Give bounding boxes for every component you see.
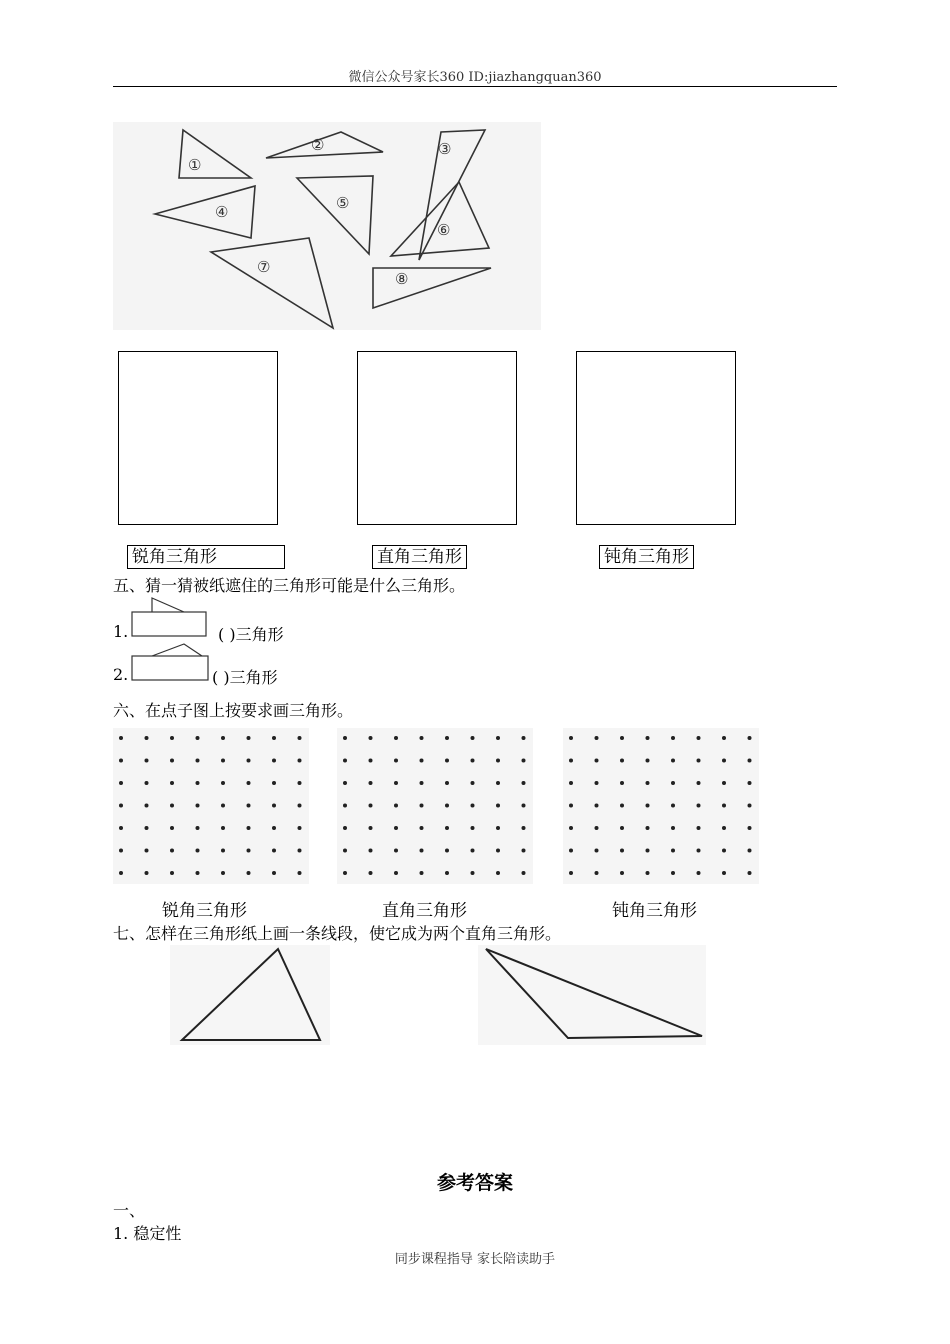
grid-dot	[272, 736, 276, 740]
grid-dot	[247, 826, 251, 830]
grid-dot	[394, 759, 398, 763]
grid-dot	[145, 826, 149, 830]
grid-dot	[145, 759, 149, 763]
grid-dot	[496, 781, 500, 785]
grid-dot	[445, 849, 449, 853]
grid-dot	[145, 781, 149, 785]
grid-dot	[671, 871, 675, 875]
answers-title: 参考答案	[436, 1172, 513, 1194]
grid-dot	[748, 736, 752, 740]
obtuse-box-label: 钝角三角形	[599, 545, 694, 569]
right-triangle-box[interactable]	[357, 351, 517, 525]
grid-dot	[420, 736, 424, 740]
acute-box-label: 锐角三角形	[127, 545, 285, 569]
grid-dot	[722, 804, 726, 808]
grid-dot	[697, 781, 701, 785]
grid-dot	[247, 781, 251, 785]
grid-dot	[369, 849, 373, 853]
grid-dot	[697, 826, 701, 830]
grid-dot	[170, 804, 174, 808]
triangle-3-number: ③	[438, 140, 452, 158]
grid-dot	[671, 849, 675, 853]
grid-dot	[247, 849, 251, 853]
grid-dot	[145, 804, 149, 808]
section5-item1-answer[interactable]: ( )三角形	[218, 625, 284, 644]
grid-dot	[471, 871, 475, 875]
grid-dot	[722, 826, 726, 830]
grid-dot	[343, 849, 347, 853]
grid-dot	[522, 759, 526, 763]
grid-dot	[394, 804, 398, 808]
right-box-label: 直角三角形	[372, 545, 467, 569]
grid-dot	[595, 849, 599, 853]
grid-dot	[722, 871, 726, 875]
dot-grids	[113, 728, 763, 886]
grid-dot	[445, 871, 449, 875]
grid-dot	[522, 826, 526, 830]
triangle-5-number: ⑤	[336, 194, 350, 212]
grid-dot	[420, 759, 424, 763]
grid-dot	[196, 804, 200, 808]
triangle-6-number: ⑥	[437, 221, 451, 239]
grid-dot	[671, 804, 675, 808]
grid-dot	[496, 849, 500, 853]
covered-triangle-1	[128, 594, 210, 640]
grid-dot	[522, 849, 526, 853]
grid-dot	[394, 781, 398, 785]
grid-dot	[620, 804, 624, 808]
grid-dot	[646, 736, 650, 740]
grid-dot	[522, 736, 526, 740]
grid-dot	[445, 804, 449, 808]
triangle-4-number: ④	[215, 203, 229, 221]
triangle-7-number: ⑦	[257, 258, 271, 276]
grid-dot	[298, 871, 302, 875]
dot-grid-1	[113, 728, 309, 884]
grid-dot	[471, 736, 475, 740]
grid-dot	[748, 871, 752, 875]
grid-dot	[343, 826, 347, 830]
grid-dot	[722, 736, 726, 740]
grid-dot	[722, 781, 726, 785]
grid-dot	[671, 781, 675, 785]
grid-dot	[221, 759, 225, 763]
grid-dot	[748, 804, 752, 808]
grid-dot	[221, 871, 225, 875]
grid-dot	[496, 826, 500, 830]
grid-dot	[697, 871, 701, 875]
dot-grid-label-acute: 锐角三角形	[162, 901, 247, 921]
grid-dot	[748, 826, 752, 830]
grid-dot	[298, 826, 302, 830]
grid-dot	[119, 759, 123, 763]
grid-dot	[748, 849, 752, 853]
grid-dot	[445, 826, 449, 830]
grid-dot	[247, 759, 251, 763]
grid-dot	[221, 849, 225, 853]
triangles-figure	[113, 122, 541, 330]
grid-dot	[569, 781, 573, 785]
grid-dot	[620, 759, 624, 763]
grid-dot	[697, 759, 701, 763]
grid-dot	[569, 826, 573, 830]
grid-dot	[196, 781, 200, 785]
grid-dot	[369, 759, 373, 763]
grid-dot	[119, 781, 123, 785]
grid-dot	[170, 781, 174, 785]
grid-dot	[247, 736, 251, 740]
grid-dot	[748, 781, 752, 785]
grid-dot	[119, 849, 123, 853]
grid-dot	[522, 804, 526, 808]
section7-title: 七、怎样在三角形纸上画一条线段，使它成为两个直角三角形。	[113, 924, 562, 943]
grid-dot	[595, 736, 599, 740]
grid-dot	[221, 736, 225, 740]
covered-triangle-2	[128, 642, 214, 684]
dot-grid-3	[563, 728, 759, 884]
grid-dot	[569, 736, 573, 740]
grid-dot	[272, 826, 276, 830]
grid-dot	[595, 826, 599, 830]
answers-item1: 1. 稳定性	[113, 1224, 182, 1243]
grid-dot	[272, 871, 276, 875]
acute-triangle-figure	[170, 945, 330, 1045]
grid-dot	[671, 736, 675, 740]
grid-dot	[697, 736, 701, 740]
grid-dot	[569, 849, 573, 853]
header-divider	[113, 86, 837, 87]
grid-dot	[247, 871, 251, 875]
grid-dot	[272, 804, 276, 808]
grid-dot	[471, 781, 475, 785]
grid-dot	[697, 849, 701, 853]
grid-dot	[471, 849, 475, 853]
grid-dot	[620, 849, 624, 853]
grid-dot	[170, 871, 174, 875]
grid-dot	[569, 759, 573, 763]
grid-dot	[471, 804, 475, 808]
grid-dot	[369, 871, 373, 875]
grid-dot	[298, 759, 302, 763]
grid-dot	[170, 826, 174, 830]
obtuse-triangle-box[interactable]	[576, 351, 736, 525]
grid-dot	[196, 736, 200, 740]
grid-dot	[170, 759, 174, 763]
grid-dot	[671, 759, 675, 763]
grid-dot	[343, 736, 347, 740]
grid-dot	[145, 871, 149, 875]
grid-dot	[620, 871, 624, 875]
grid-dot	[145, 736, 149, 740]
grid-dot	[272, 781, 276, 785]
grid-dot	[298, 781, 302, 785]
grid-dot	[369, 826, 373, 830]
grid-dot	[394, 736, 398, 740]
grid-dot	[420, 781, 424, 785]
triangle-2-number: ②	[311, 136, 325, 154]
grid-dot	[671, 826, 675, 830]
grid-dot	[343, 804, 347, 808]
grid-dot	[145, 849, 149, 853]
grid-dot	[119, 826, 123, 830]
grid-dot	[522, 781, 526, 785]
acute-triangle-box[interactable]	[118, 351, 278, 525]
grid-dot	[471, 826, 475, 830]
grid-dot	[394, 871, 398, 875]
grid-dot	[697, 804, 701, 808]
grid-dot	[496, 759, 500, 763]
dot-grid-2	[337, 728, 533, 884]
grid-dot	[298, 736, 302, 740]
grid-dot	[221, 781, 225, 785]
grid-dot	[496, 804, 500, 808]
grid-dot	[522, 871, 526, 875]
grid-dot	[196, 759, 200, 763]
grid-dot	[343, 781, 347, 785]
grid-dot	[343, 871, 347, 875]
grid-dot	[420, 804, 424, 808]
grid-dot	[595, 759, 599, 763]
grid-dot	[420, 826, 424, 830]
grid-dot	[595, 804, 599, 808]
grid-dot	[646, 849, 650, 853]
grid-dot	[420, 871, 424, 875]
grid-dot	[394, 849, 398, 853]
grid-dot	[394, 826, 398, 830]
grid-dot	[170, 849, 174, 853]
section5-item2-answer[interactable]: ( )三角形	[212, 668, 278, 687]
grid-dot	[221, 804, 225, 808]
grid-dot	[221, 826, 225, 830]
grid-dot	[620, 826, 624, 830]
grid-dot	[646, 781, 650, 785]
grid-dot	[119, 804, 123, 808]
grid-dot	[620, 781, 624, 785]
grid-dot	[247, 804, 251, 808]
grid-dot	[646, 826, 650, 830]
grid-dot	[569, 871, 573, 875]
grid-dot	[595, 781, 599, 785]
grid-dot	[646, 759, 650, 763]
grid-dot	[369, 804, 373, 808]
obtuse-triangle-figure	[478, 945, 706, 1045]
grid-dot	[471, 759, 475, 763]
grid-dot	[196, 871, 200, 875]
grid-dot	[119, 736, 123, 740]
triangle-1-number: ①	[188, 156, 202, 174]
dot-grid-label-obtuse: 钝角三角形	[612, 901, 697, 921]
grid-dot	[445, 759, 449, 763]
grid-dot	[722, 849, 726, 853]
grid-dot	[196, 826, 200, 830]
grid-dot	[646, 804, 650, 808]
grid-dot	[569, 804, 573, 808]
grid-dot	[369, 781, 373, 785]
grid-dot	[445, 736, 449, 740]
grid-dot	[170, 736, 174, 740]
grid-dot	[646, 871, 650, 875]
section6-title: 六、在点子图上按要求画三角形。	[113, 701, 354, 720]
grid-dot	[496, 736, 500, 740]
grid-dot	[595, 871, 599, 875]
grid-dot	[119, 871, 123, 875]
dot-grid-label-right: 直角三角形	[382, 901, 467, 921]
answers-part1: 一、	[113, 1201, 146, 1220]
grid-dot	[196, 849, 200, 853]
grid-dot	[272, 849, 276, 853]
page-header: 微信公众号家长360 ID:jiazhangquan360	[348, 70, 602, 85]
section5-item1-number: 1.	[113, 622, 129, 641]
triangle-8-number: ⑧	[395, 270, 409, 288]
grid-dot	[620, 736, 624, 740]
grid-dot	[420, 849, 424, 853]
page-footer: 同步课程指导 家长陪读助手	[394, 1252, 556, 1267]
grid-dot	[445, 781, 449, 785]
grid-dot	[343, 759, 347, 763]
grid-dot	[369, 736, 373, 740]
grid-dot	[722, 759, 726, 763]
section5-item2-number: 2.	[113, 665, 129, 684]
grid-dot	[748, 759, 752, 763]
grid-dot	[298, 804, 302, 808]
grid-dot	[496, 871, 500, 875]
grid-dot	[298, 849, 302, 853]
section5-title: 五、猜一猜被纸遮住的三角形可能是什么三角形。	[113, 576, 466, 595]
grid-dot	[272, 759, 276, 763]
